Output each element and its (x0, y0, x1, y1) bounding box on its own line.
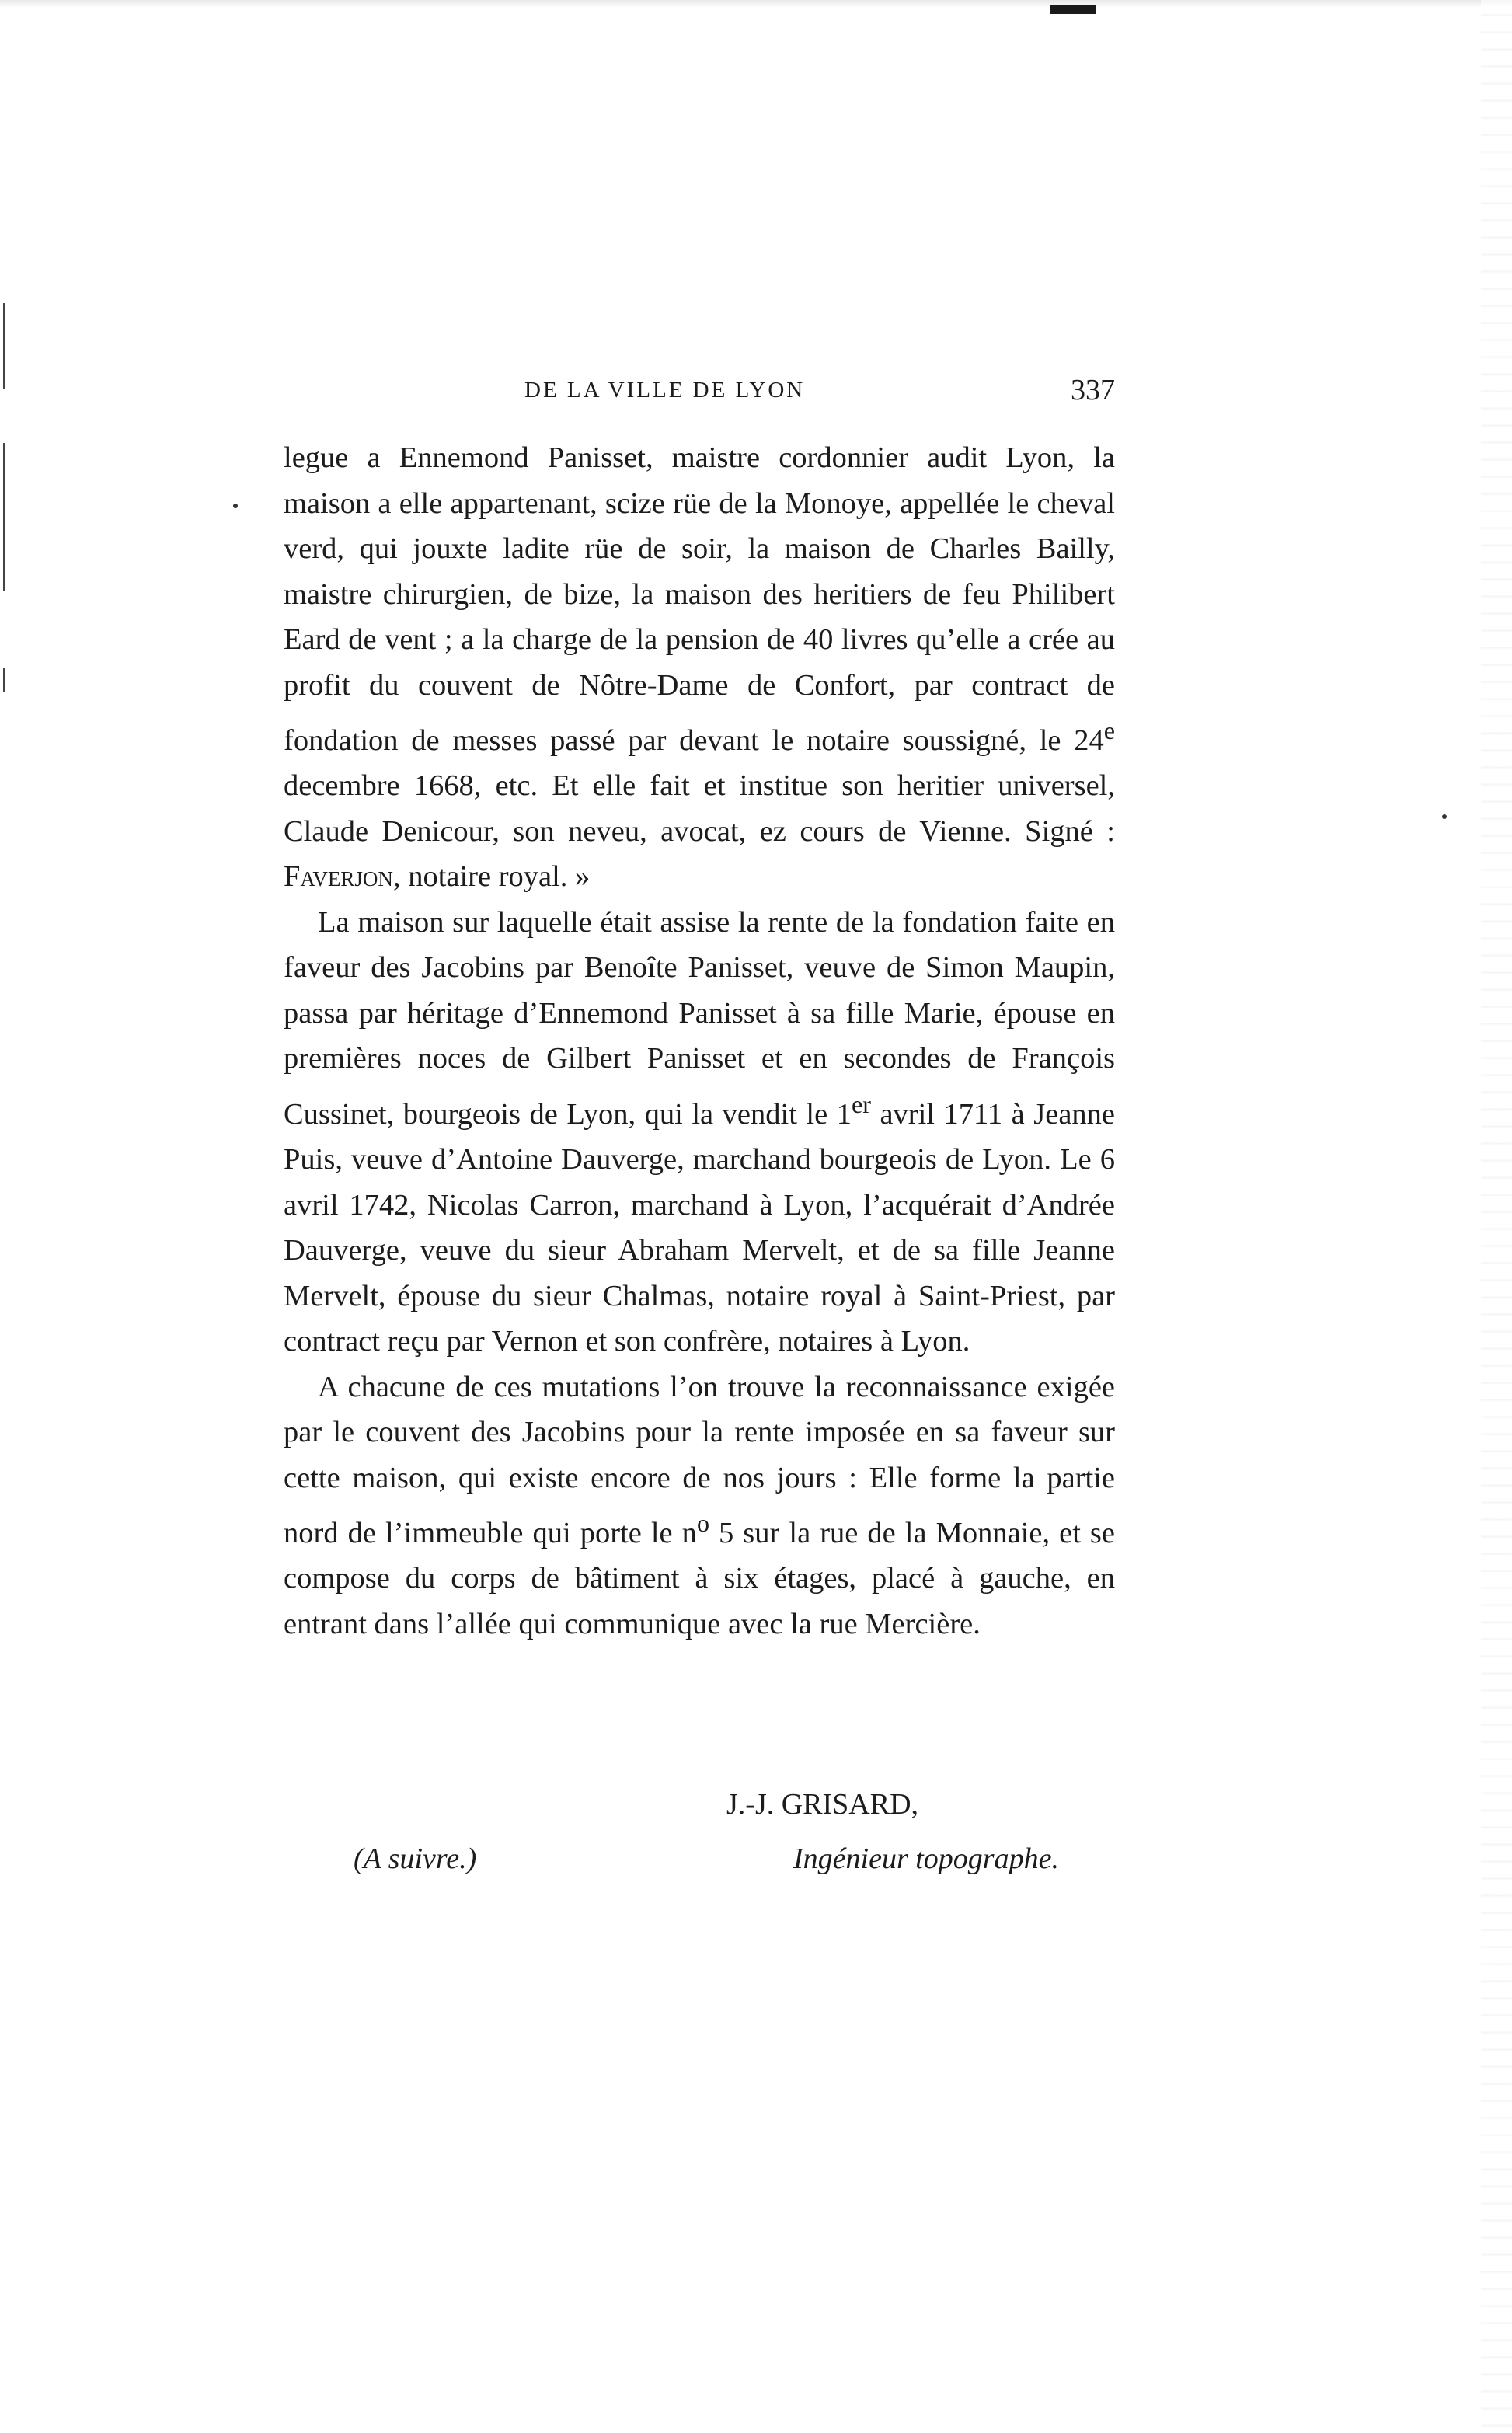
paragraph-text: A chacune de ces mutations l’on trouve la reconnaissance exigée par le couvent des Jacobins pour la rente imposée en sa faveur sur cette maison, qui existe encore de nos jours : Elle forme la partie nord de l’immeuble qui porte le n (284, 1370, 1115, 1549)
paragraph-text: avril 1711 à Jeanne Puis, veuve d’Antoine Dauverge, marchand bourgeois de Lyon. Le 6 avril 1742, Nicolas Carron, marchand à Lyon, l’acquérait d’Andrée Dauverge, veuve du sieur Abraham Mervelt, et de sa fille Jeanne Mervelt, épouse du sieur Chalmas, notaire royal à Saint-Priest, par contract reçu par Vernon et son confrère, notaires à Lyon. (284, 1097, 1116, 1358)
paragraph-text: 5 sur la rue de la Monnaie, et se compose du corps de bâtiment à six étages, placé à gauche, en entrant dans l’allée qui communique avec la rue Mercière. (284, 1516, 1115, 1640)
to-be-continued: (A suivre.) (354, 1842, 477, 1875)
paragraph-text: legue a Ennemond Panisset, maistre cordonnier audit Lyon, la maison a elle appartenant, scize rüe de la Monoye, appellée le cheval verd, qui jouxte ladite rüe de soir, la maison de Charles Bailly, maistre chirurgien, de bize, la maison des heritiers de feu Philibert Eard de vent ; a la charge de la pension de 40 livres qu’elle a crée au profit du couvent de Nôtre-Dame de Confort, par contract de fondation de messes passé par devant le notaire soussigné, le 24 (284, 441, 1115, 757)
superscript: e (1103, 716, 1115, 744)
scan-edge-left (3, 303, 5, 389)
paragraph-1 (284, 435, 1115, 900)
scan-edge-top (0, 0, 1512, 8)
signature-block (284, 1787, 1115, 1896)
page-header (284, 373, 1115, 420)
scan-speck (1442, 814, 1447, 819)
paragraph-2 (284, 900, 1115, 1365)
scan-mark (1050, 5, 1096, 14)
scan-edge-left (3, 443, 5, 591)
superscript: o (696, 1509, 709, 1538)
paragraph-3 (284, 1365, 1115, 1647)
page-number: 337 (1071, 374, 1115, 406)
body-text (284, 435, 1115, 1647)
running-title: DE LA VILLE DE LYON (524, 378, 806, 403)
paragraph-text: decembre 1668, etc. Et elle fait et institue son heritier universel, Claude Denicour, son neveu, avocat, ez cours de Vienne. Signé : (284, 769, 1115, 848)
scan-edge-right (1481, 0, 1512, 2433)
scan-speck (233, 504, 238, 508)
paragraph-text: , notaire royal. » (392, 860, 591, 894)
author-title: Ingénieur topographe. (793, 1842, 1059, 1875)
notary-name: Faverjon (284, 860, 393, 894)
superscript: er (852, 1089, 871, 1118)
paragraph-text: La maison sur laquelle était assise la rente de la fondation faite en faveur des Jacobins par Benoîte Panisset, veuve de Simon Maupin, passa par héritage d’Ennemond Panisset à sa fille Marie, épouse en premières noces de Gilbert Panisset et en secondes de François Cussinet, bourgeois de Lyon, qui la vendit le 1 (284, 905, 1115, 1131)
author-name: J.-J. GRISARD, (726, 1788, 919, 1821)
scan-edge-left (3, 668, 5, 692)
